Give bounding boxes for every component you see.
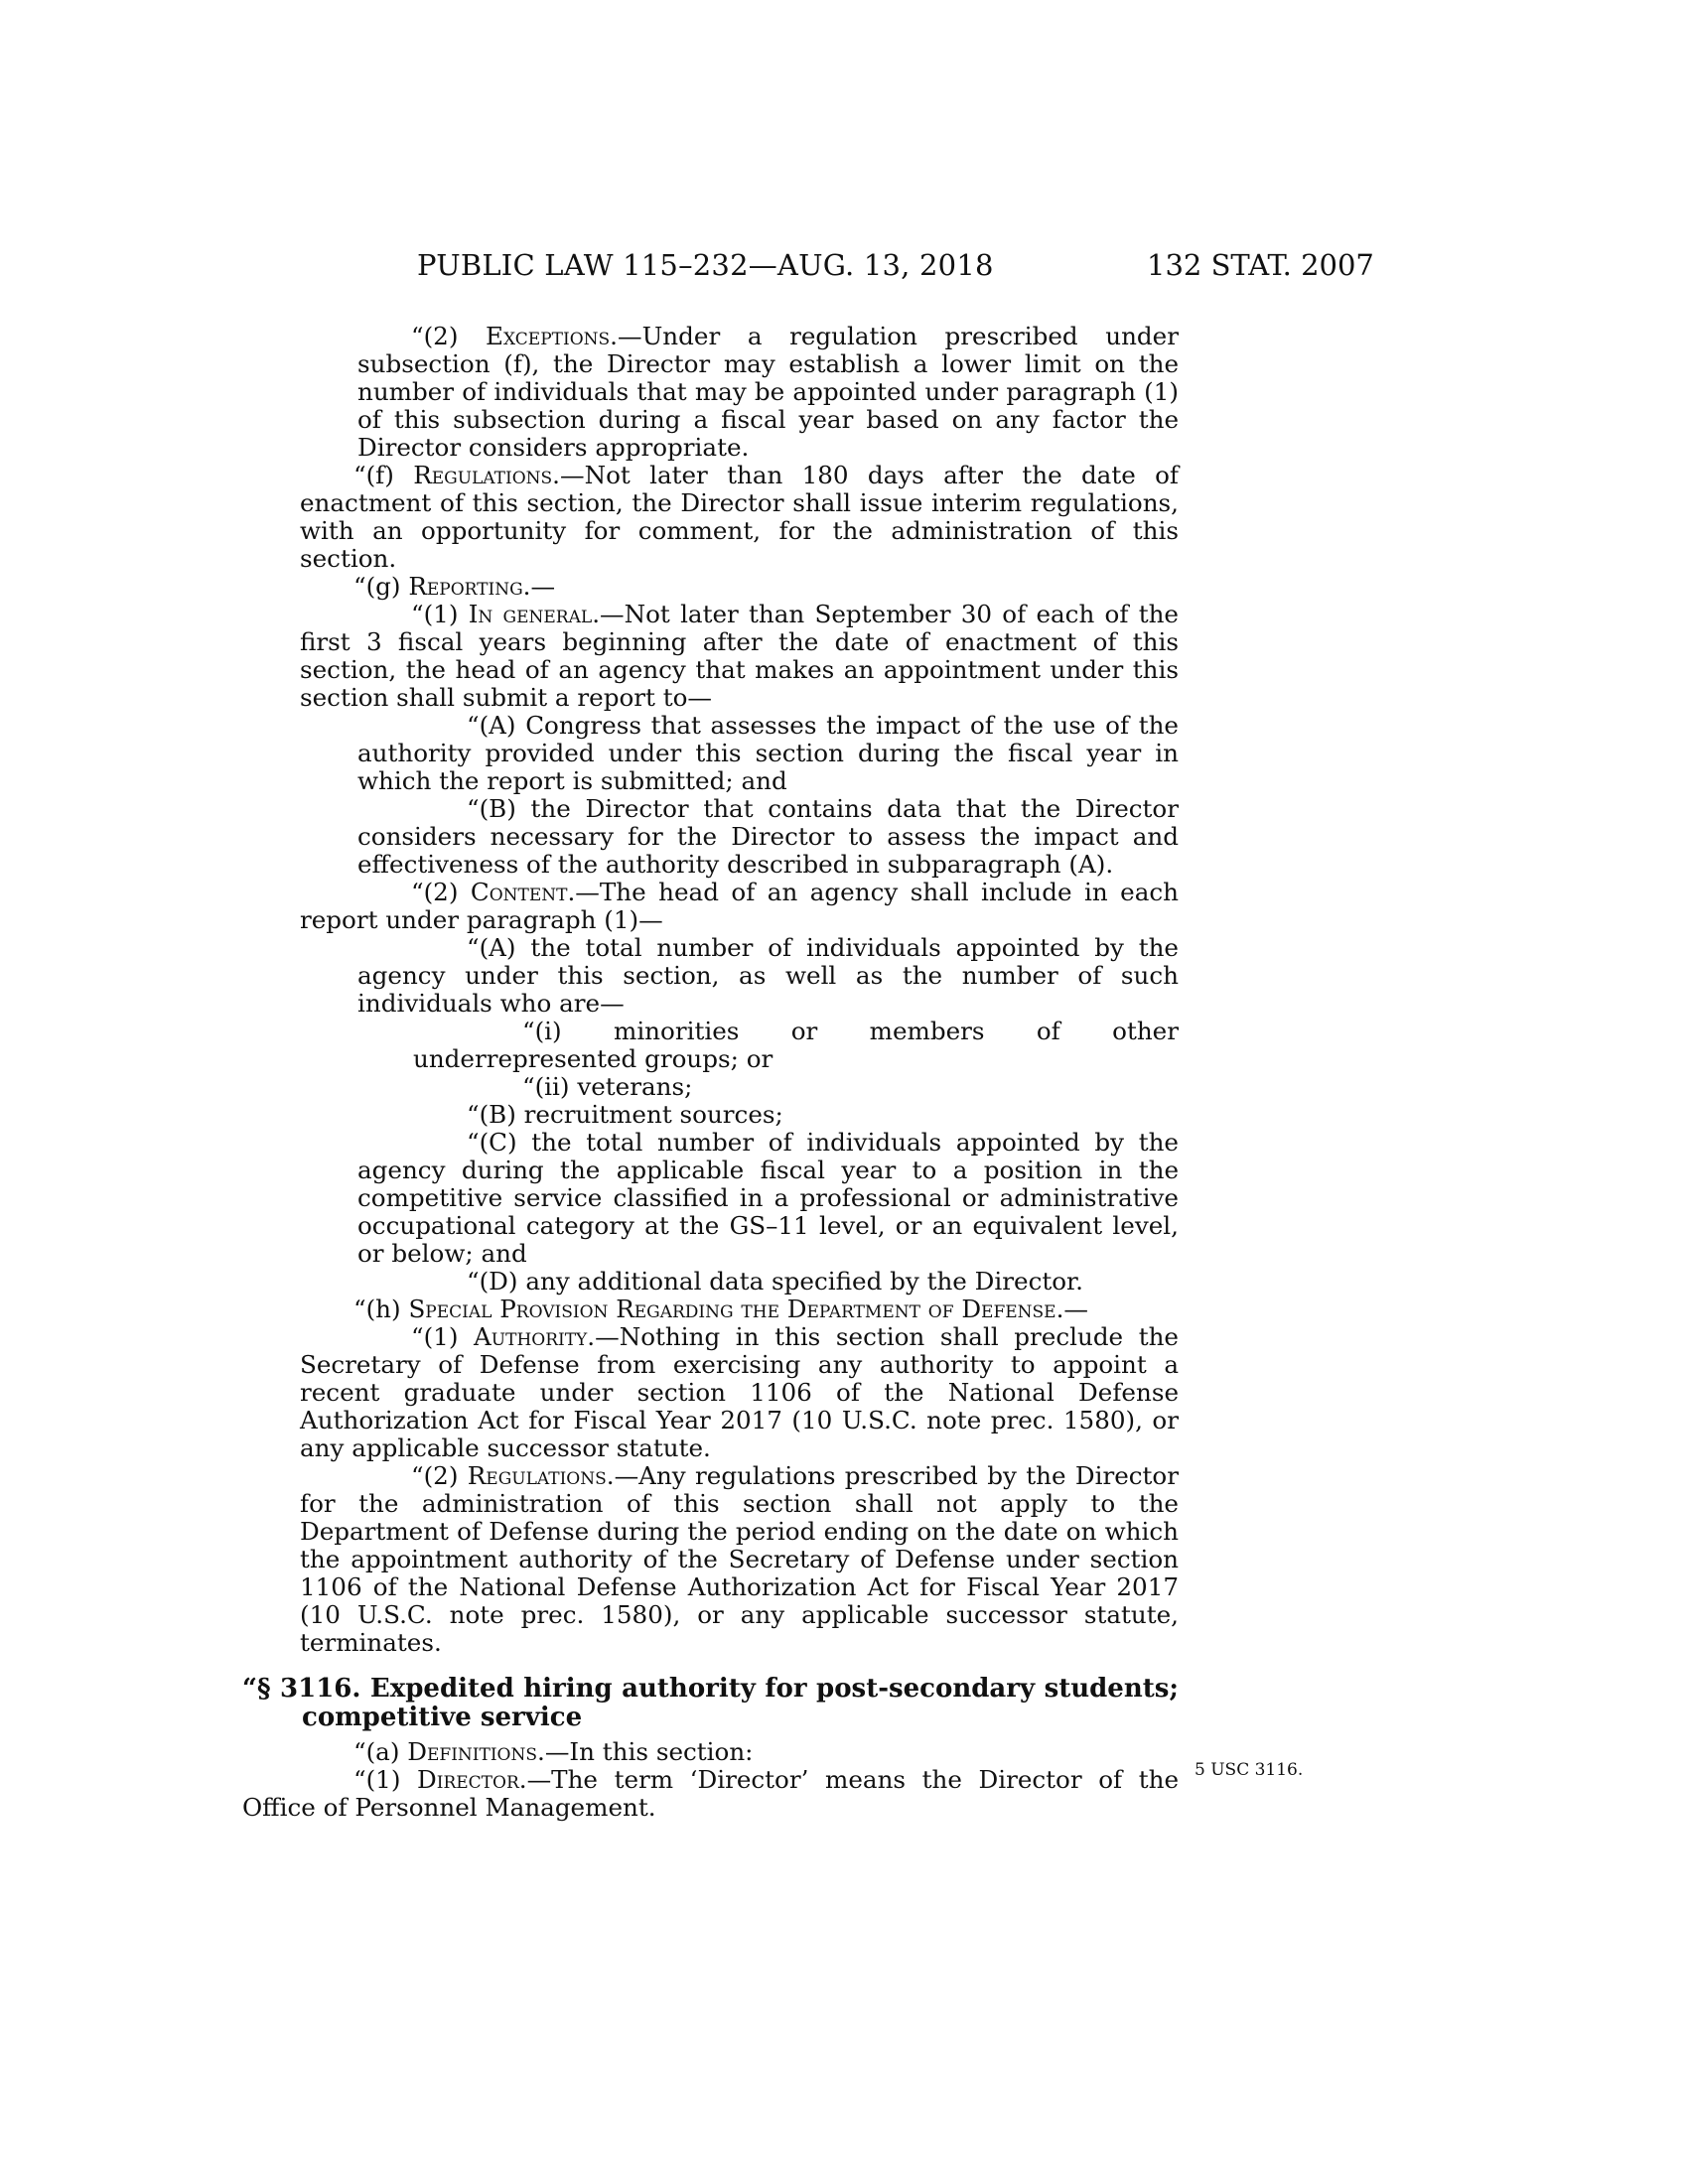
paragraph-e-2: “(2) Exceptions.—Under a regulation prescribed under subsection (f), the Director may establish a lower limit on the number of individuals that may be appointed under paragraph (1) of this subsection during a fiscal year based on any factor the Director considers appropriate. <box>357 322 1179 462</box>
clause-g-2-a-i: “(i) minorities or members of other underrepresented groups; or <box>413 1017 1179 1073</box>
subsection-f: “(f) Regulations.—Not later than 180 days after the date of enactment of this section, the Director shall issue interim regulations, with an opportunity for comment, for the administration of this section. <box>300 461 1179 573</box>
stat-page-number: 132 STAT. 2007 <box>1147 248 1374 282</box>
statute-body <box>242 322 1179 1822</box>
running-header: PUBLIC LAW 115–232—AUG. 13, 2018 <box>417 248 994 282</box>
subsection-a: “(a) Definitions.—In this section: <box>353 1737 754 1766</box>
clause-g-2-a-ii: “(ii) veterans; <box>522 1072 693 1101</box>
subparagraph-g-1-b: “(B) the Director that contains data that the Director considers necessary for the Director to assess the impact and effectiveness of the authority described in subparagraph (A). <box>357 794 1179 879</box>
paragraph-g-1: “(1) In general.—Not later than September 30 of each of the first 3 fiscal years beginning after the date of enactment of this section, the head of an agency that makes an appointment under this section shall submit a report to— <box>300 600 1179 712</box>
subparagraph-g-2-a: “(A) the total number of individuals appointed by the agency under this section, as well as the number of such individuals who are— <box>357 933 1179 1018</box>
subparagraph-g-2-c: “(C) the total number of individuals appointed by the agency during the applicable fiscal year to a position in the competitive service classified in a professional or administrative occupational category at the GS–11 level, or an equivalent level, or below; and <box>357 1128 1179 1268</box>
paragraph-g-2: “(2) Content.—The head of an agency shall include in each report under paragraph (1)— <box>300 878 1179 934</box>
subparagraph-g-2-b: “(B) recruitment sources; <box>467 1100 783 1129</box>
subparagraph-g-1-a: “(A) Congress that assesses the impact of the use of the authority provided under this section during the fiscal year in which the report is submitted; and <box>357 711 1179 795</box>
paragraph-h-2: “(2) Regulations.—Any regulations prescribed by the Director for the administration of this section shall not apply to the Department of Defense during the period ending on the date on which the appointment authority of the Secretary of Defense under section 1106 of the National Defense Authorization Act for Fiscal Year 2017 (10 U.S.C. note prec. 1580), or any applicable successor statute, terminates. <box>300 1461 1179 1657</box>
section-3116-heading: “§ 3116. Expedited hiring authority for post-secondary students; competitive service <box>242 1674 1179 1732</box>
subsection-h: “(h) Special Provision Regarding the Department of Defense.— <box>353 1295 1089 1323</box>
paragraph-a-1: “(1) Director.—The term ‘Director’ means the Director of the Office of Personnel Management. <box>242 1765 1179 1822</box>
subparagraph-g-2-d: “(D) any additional data specified by the Director. <box>467 1267 1083 1296</box>
subsection-g: “(g) Reporting.— <box>353 572 556 601</box>
paragraph-h-1: “(1) Authority.—Nothing in this section shall preclude the Secretary of Defense from exercising any authority to appoint a recent graduate under section 1106 of the National Defense Authorization Act for Fiscal Year 2017 (10 U.S.C. note prec. 1580), or any applicable successor statute. <box>300 1322 1179 1462</box>
margin-citation: 5 USC 3116. <box>1195 1760 1304 1780</box>
